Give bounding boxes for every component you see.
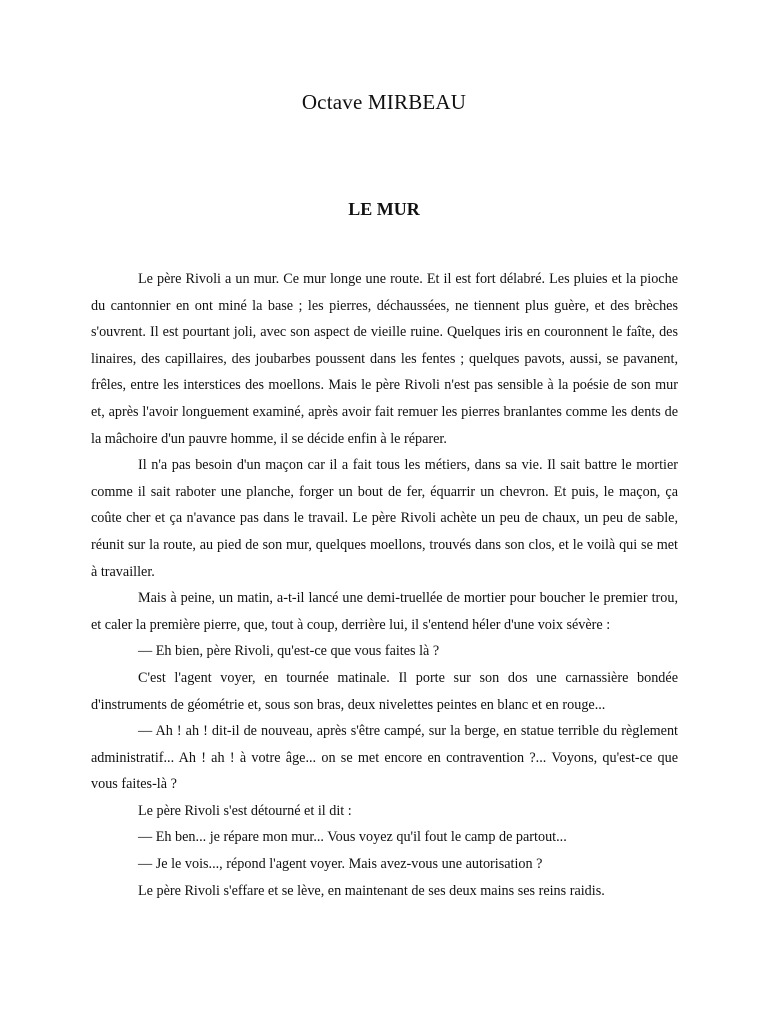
dialogue-line: — Eh ben... je répare mon mur... Vous voyez qu'il fout le camp de partout... (138, 829, 567, 846)
paragraph: C'est l'agent voyer, en tournée matinale. Il porte sur son dos une carnassière bondée d'instruments de géométrie et, sous son bras, deux nivelettes peintes en blanc et en rouge... (91, 669, 678, 713)
dialogue-line: — Je le vois..., répond l'agent voyer. Mais avez-vous une autorisation ? (138, 856, 543, 873)
author-name: Octave MIRBEAU (301, 90, 467, 114)
paragraph: Le père Rivoli s'est détourné et il dit : (138, 802, 352, 819)
paragraph: Mais à peine, un matin, a-t-il lancé une demi-truellée de mortier pour boucher le premier trou, et caler la première pierre, que, tout à coup, derrière lui, il s'entend héler d'une voix sévère : (91, 590, 678, 633)
paragraph: Le père Rivoli a un mur. Ce mur longe une route. Et il est fort délabré. Les pluies et la pioche du cantonnier en ont miné la base ; les pierres, déchaussées, ne tiennent plus guère, et des brèches s'ouvrent. Il est pourtant joli, avec son aspect de vieille ruine. Quelques iris en couronnent le faîte, des linaires, des capillaires, des joubarbes poussent dans les fentes ; quelques pavots, aussi, se pavanent, frêles, entre les interstices des moellons. Mais le père Rivoli n'est pas sensible à la poésie de son mur et, après l'avoir longuement examiné, après avoir fait remuer les pierres branlantes comme les dents de la mâchoire d'un pauvre homme, il se décide enfin à le réparer. (91, 271, 678, 447)
story-body (91, 266, 678, 904)
story-title: LE MUR (348, 199, 420, 219)
paragraph: Le père Rivoli s'effare et se lève, en maintenant de ses deux mains ses reins raidis. (138, 882, 605, 899)
dialogue-line: — Ah ! ah ! dit-il de nouveau, après s'être campé, sur la berge, en statue terrible du règlement administratif... Ah ! ah ! à votre âge... on se met encore en contravention ?... Voyons, qu'est-ce que vous faites-là ? (91, 723, 678, 793)
dialogue-line: — Eh bien, père Rivoli, qu'est-ce que vous faites là ? (138, 643, 440, 660)
paragraph: Il n'a pas besoin d'un maçon car il a fait tous les métiers, dans sa vie. Il sait battre le mortier comme il sait raboter une planche, forger un bout de fer, équarrir un chevron. Et puis, le maçon, ça coûte cher et ça n'avance pas dans le travail. Le père Rivoli achète un peu de chaux, un peu de sable, réunit sur la route, au pied de son mur, quelques moellons, trouvés dans son clos, et le voilà qui se met à travailler. (91, 457, 678, 580)
